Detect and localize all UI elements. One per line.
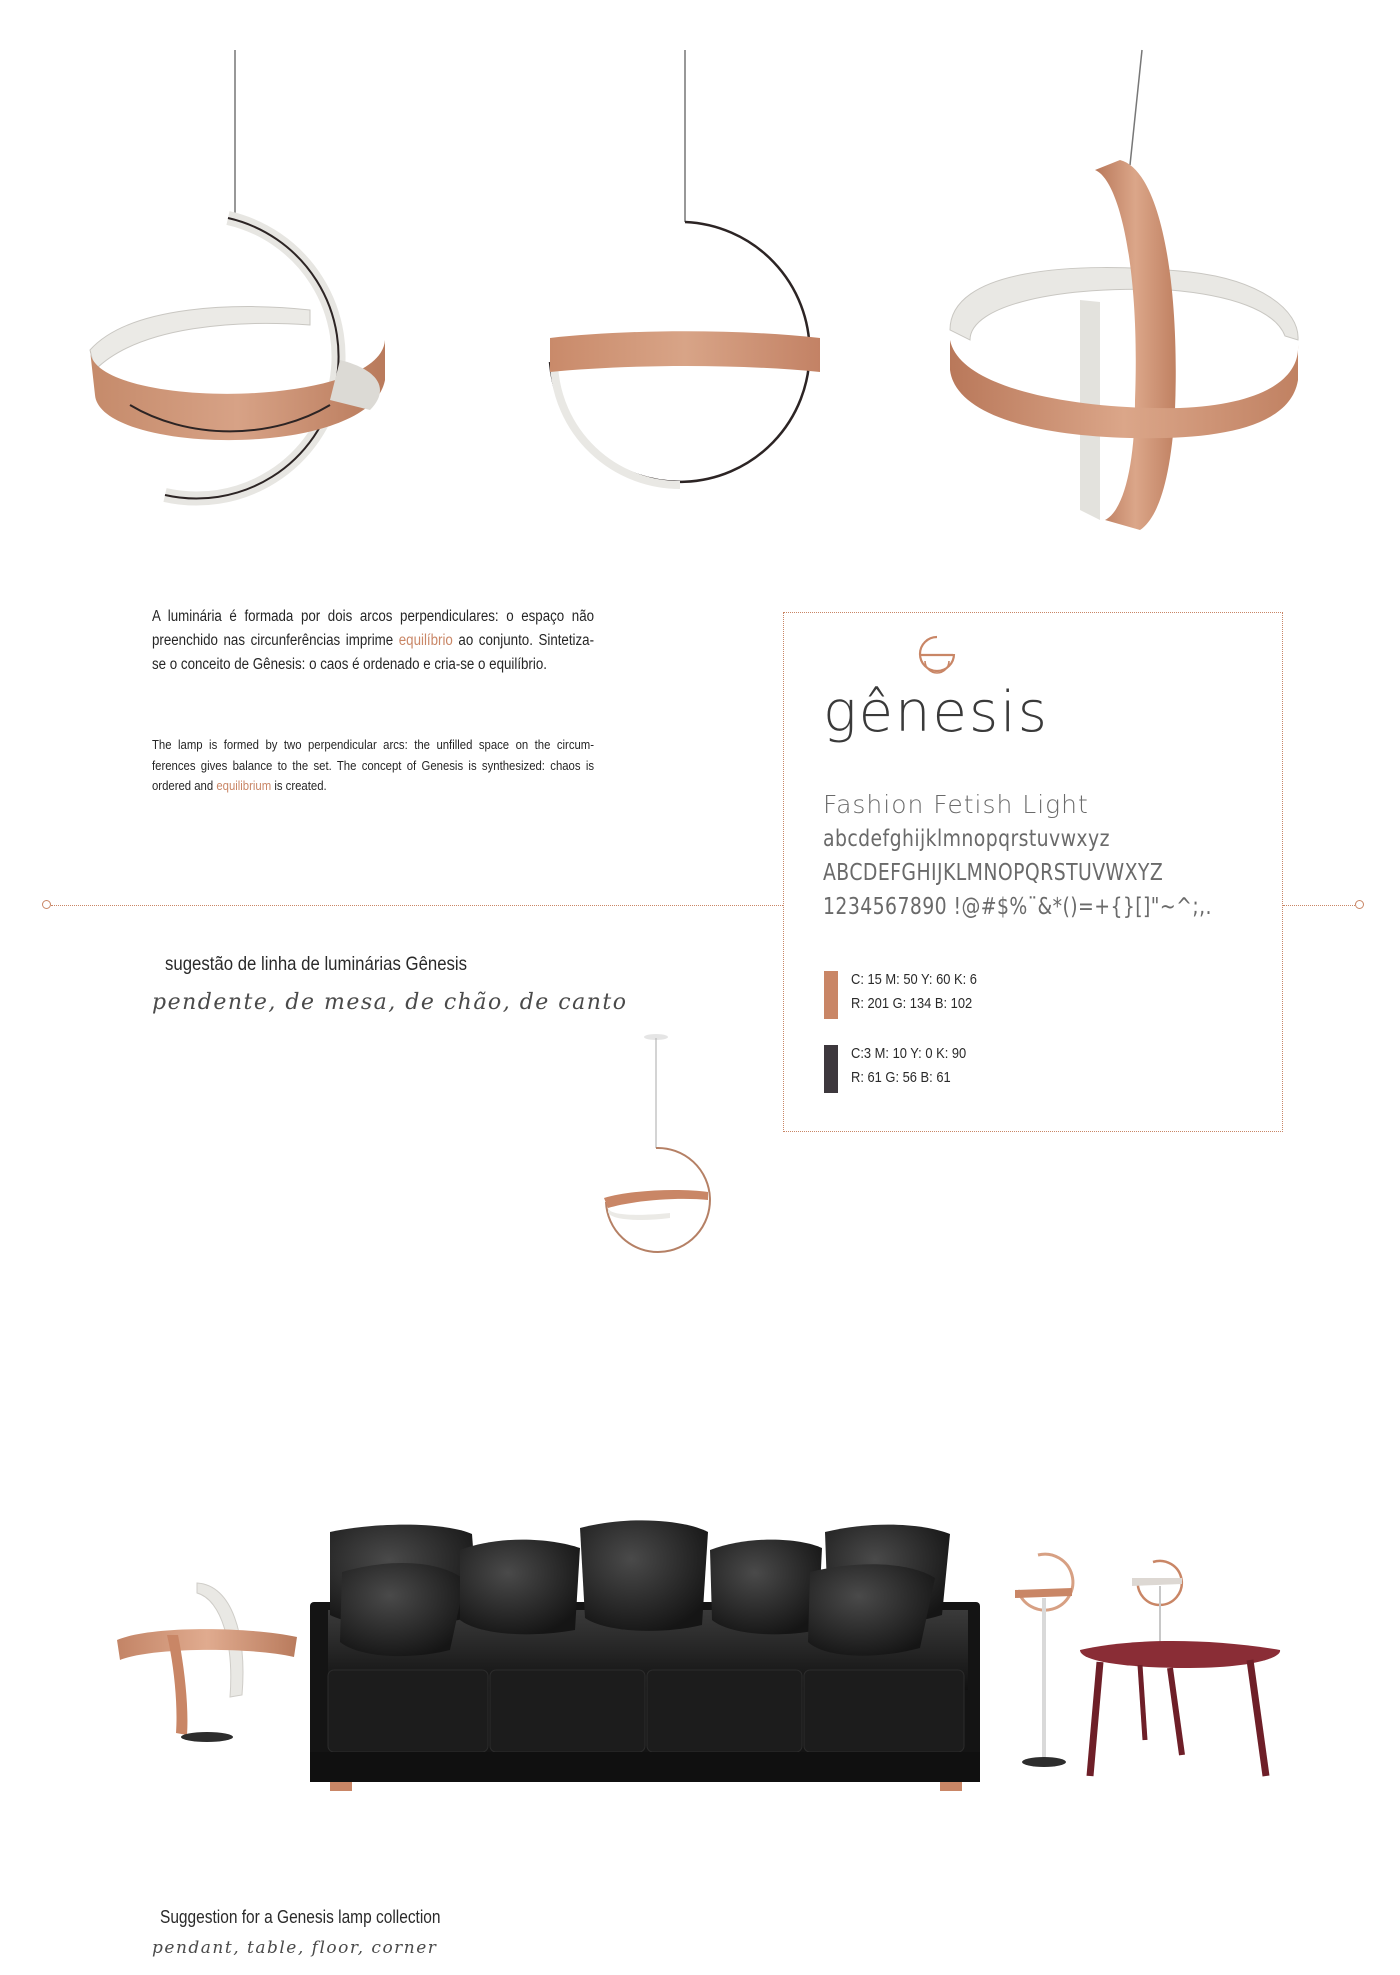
color-copper-cmyk: C: 15 M: 50 Y: 60 K: 6 <box>851 971 977 988</box>
side-table-with-table-lamp <box>1070 1540 1290 1780</box>
font-sample-lowercase: abcdefghijklmnopqrstuvwxyz <box>823 826 1110 852</box>
pendant-lamp-render-1 <box>70 40 400 510</box>
color-swatch-dark <box>824 1045 838 1093</box>
suggestion-title-en: Suggestion for a Genesis lamp collection <box>160 1907 441 1927</box>
suggestion-types-en: pendant, table, floor, corner <box>152 1938 438 1958</box>
small-pendant-lamp-render <box>590 1030 720 1270</box>
suggestion-types-pt: pendente, de mesa, de chão, de canto <box>152 990 628 1015</box>
description-en-text-end: is created. <box>271 778 327 793</box>
color-swatch-copper <box>824 971 838 1019</box>
color-dark-rgb: R: 61 G: 56 B: 61 <box>851 1069 951 1086</box>
description-pt-highlight: equilíbrio <box>398 632 453 649</box>
pendant-lamp-render-2 <box>530 40 840 510</box>
font-name: Fashion Fetish Light <box>823 790 1089 819</box>
font-sample-uppercase: ABCDEFGHIJKLMNOPQRSTUVWXYZ <box>823 860 1164 886</box>
description-en-text: The lamp is formed by two perpendicular arcs: the unfilled space on the circum-ferences gives balance to the set. The concept of Genesis is synthesized: chaos is ordered and <box>152 737 595 793</box>
divider-endpoint-left <box>42 900 51 909</box>
divider-line-right <box>1283 905 1355 906</box>
description-pt <box>152 605 594 677</box>
genesis-logo-icon <box>915 634 959 676</box>
brand-wordmark: gênesis <box>823 680 1049 745</box>
description-pt-text-end: ao conjunto. Sintetiza-se o conceito de Gênesis: o caos é ordenado e cria-se o equilíbrio. <box>152 632 595 673</box>
color-copper-rgb: R: 201 G: 134 B: 102 <box>851 995 973 1012</box>
sofa-image <box>300 1520 990 1810</box>
description-en-highlight: equilibrium <box>216 778 272 793</box>
suggestion-title-pt: sugestão de linha de luminárias Gênesis <box>165 953 468 975</box>
description-pt-text: A luminária é formada por dois arcos perpendiculares: o espaço não preenchido nas circunferências imprime <box>152 608 595 649</box>
font-sample-symbols: 1234567890 !@#$%¨&*()=+{}[]"~^;,. <box>823 894 1212 920</box>
color-dark-cmyk: C:3 M: 10 Y: 0 K: 90 <box>851 1045 967 1062</box>
description-en <box>152 735 594 797</box>
corner-lamp-render <box>112 1575 302 1745</box>
divider-line-left <box>51 905 783 906</box>
pendant-lamp-render-3 <box>930 40 1310 550</box>
divider-endpoint-right <box>1355 900 1364 909</box>
